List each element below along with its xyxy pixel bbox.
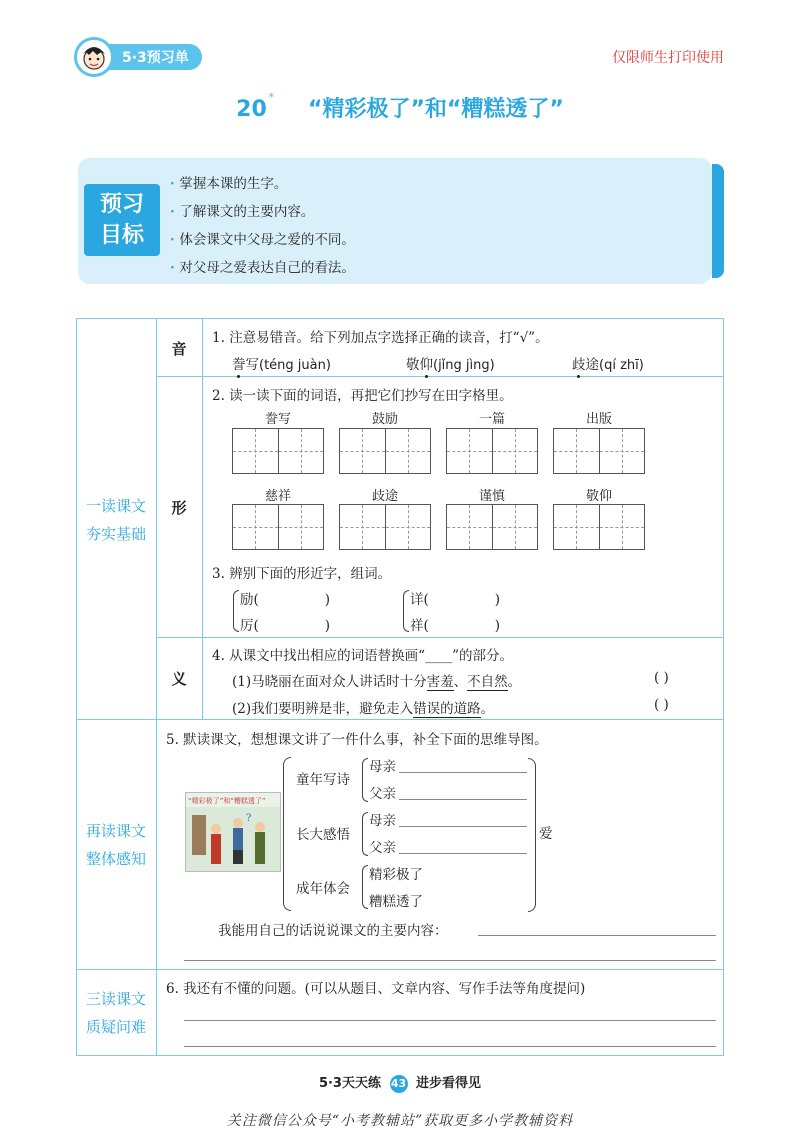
q1-prompt: 1. 注意易错音。给下列加点字选择正确的读音，打“√”。 (212, 330, 549, 346)
writing-grid[interactable] (232, 428, 324, 474)
svg-text:?: ? (246, 813, 252, 824)
mindmap-leaf: 母亲 (369, 813, 396, 829)
row-divider (156, 637, 724, 638)
q1-word-rest: 写 (245, 357, 259, 373)
q3-pair2-b[interactable]: 祥( ) (410, 618, 501, 634)
q2-word: 谨慎 (478, 489, 505, 504)
mindmap-brace-right (528, 758, 536, 912)
q2-word: 誊写 (264, 412, 291, 427)
mindmap-blank[interactable] (399, 826, 527, 827)
mindmap-branch: 长大感悟 (296, 827, 350, 843)
footer (0, 1072, 800, 1093)
q5-summary-line[interactable] (184, 960, 716, 961)
section-label-text: 整体感知 (85, 850, 146, 868)
q2-word: 歧途 (371, 489, 398, 504)
lesson-star: * (268, 92, 274, 103)
objective-item: · 了解课文的主要内容。 (170, 198, 355, 226)
q1-pinyin[interactable]: (jǐng jìng) (433, 358, 495, 373)
q1-dotted-char: 仰 (419, 357, 433, 373)
col-divider-2 (202, 318, 203, 719)
q6-answer-line[interactable] (184, 1046, 716, 1047)
q4-item-1: (1)马晓丽在面对众人讲话时十分害羞、不自然。 (232, 674, 522, 690)
objective-item: · 体会课文中父母之爱的不同。 (170, 226, 355, 254)
objectives-badge-line2: 目标 (99, 223, 144, 248)
section-label-text: 质疑问难 (85, 1018, 146, 1036)
mindmap-leaf: 糟糕透了 (369, 894, 423, 910)
writing-grid[interactable] (446, 504, 538, 550)
objectives-badge-line1: 预习 (99, 192, 144, 217)
writing-grid[interactable] (553, 428, 645, 474)
q1-dotted-char: 歧 (572, 357, 586, 373)
q1-word-rest: 敬 (406, 357, 420, 373)
brace (233, 590, 239, 632)
objective-item: · 掌握本课的生字。 (170, 170, 355, 198)
q5-summary-prompt: 我能用自己的话说说课文的主要内容： (218, 923, 448, 939)
avatar-icon (74, 37, 114, 77)
mindmap-blank[interactable] (399, 853, 527, 854)
header-badge-label: 5·3预习单 (122, 50, 189, 66)
section-label-text: 夯实基础 (85, 525, 146, 543)
lesson-title-text: “精彩极了”和“糟糕透了” (308, 97, 564, 122)
q1-word-rest: 途 (585, 357, 599, 373)
q4-answer-1[interactable]: ( ) (654, 670, 669, 686)
q1-item-1 (232, 353, 331, 373)
q3-pair1-b[interactable]: 厉( ) (240, 618, 331, 634)
objectives-list (170, 170, 355, 282)
writing-grid[interactable] (339, 504, 431, 550)
objective-item: · 对父母之爱表达自己的看法。 (170, 254, 355, 282)
row-label-sound: 音 (171, 340, 187, 358)
mindmap-result: 爱 (539, 826, 553, 842)
q3-pair1-a[interactable]: 励( ) (240, 592, 331, 608)
q1-pinyin[interactable]: (téng juàn) (259, 358, 331, 373)
q2-word: 慈祥 (264, 489, 291, 504)
writing-grid[interactable] (339, 428, 431, 474)
q1-item-2 (406, 353, 495, 373)
row-divider (76, 719, 724, 720)
footer-right: 进步看得见 (416, 1076, 482, 1091)
mindmap-brace (362, 758, 368, 802)
q5-prompt: 5. 默读课文，想想课文讲了一件什么事，补全下面的思维导图。 (166, 732, 548, 748)
footer-left: 5·3天天练 (318, 1076, 381, 1091)
q6-prompt: 6. 我还有不懂的问题。(可以从题目、文章内容、写作手法等角度提问) (166, 981, 586, 997)
bottom-note: 关注微信公众号“小考教辅站”获取更多小学教辅资料 (226, 1113, 574, 1129)
objectives-badge (84, 184, 160, 256)
q1-item-3 (572, 353, 644, 373)
q5-summary-line[interactable] (478, 935, 716, 936)
q3-pair2-a[interactable]: 详( ) (410, 592, 501, 608)
row-label-meaning: 义 (171, 670, 187, 688)
q2-word: 鼓励 (371, 412, 398, 427)
illustration-caption: “精彩极了”和“糟糕透了” (188, 797, 266, 805)
q2-word: 敬仰 (585, 489, 612, 504)
writing-grid[interactable] (446, 428, 538, 474)
q1-pinyin[interactable]: (qí zhī) (599, 358, 644, 373)
row-divider (76, 969, 724, 970)
mindmap-branch: 成年体会 (296, 881, 350, 897)
section-label-1 (76, 492, 156, 548)
mindmap-leaf: 精彩极了 (369, 867, 423, 883)
q6-answer-line[interactable] (184, 1020, 716, 1021)
lesson-number-text: 20 (236, 97, 267, 122)
q2-word: 出版 (585, 412, 612, 427)
q3-prompt: 3. 辨别下面的形近字，组词。 (212, 566, 392, 582)
section-label-2 (76, 817, 156, 873)
mindmap-brace-main (283, 757, 291, 911)
q4-prompt: 4. 从课文中找出相应的词语替换画“____”的部分。 (212, 648, 513, 664)
writing-grid[interactable] (232, 504, 324, 550)
col-divider-1 (156, 318, 157, 719)
mindmap-leaf: 母亲 (369, 759, 396, 775)
objectives-accent-bar (712, 164, 724, 278)
q4-item-2: (2)我们要明辨是非，避免走入错误的道路。 (232, 701, 495, 717)
mindmap-brace (362, 812, 368, 856)
lesson-title (0, 92, 800, 123)
writing-grid[interactable] (553, 504, 645, 550)
mindmap-blank[interactable] (399, 799, 527, 800)
mindmap-branch: 童年写诗 (296, 772, 350, 788)
print-note: 仅限师生打印使用 (612, 50, 724, 66)
section-label-3 (76, 985, 156, 1041)
q2-word: 一篇 (478, 412, 505, 427)
brace (403, 590, 409, 632)
row-label-form: 形 (171, 499, 187, 517)
q2-prompt: 2. 读一读下面的词语，再把它们抄写在田字格里。 (212, 388, 513, 404)
mindmap-leaf: 父亲 (369, 786, 396, 802)
mindmap-brace (362, 865, 368, 909)
col-divider-1b (156, 719, 157, 1056)
section-label-text: 一读课文 (85, 497, 146, 515)
section-label-text: 再读课文 (85, 822, 146, 840)
mindmap-blank[interactable] (399, 772, 527, 773)
q1-dotted-char: 誊 (232, 357, 246, 373)
lesson-number (236, 92, 274, 122)
story-illustration (185, 792, 281, 872)
q4-answer-2[interactable]: ( ) (654, 697, 669, 713)
mindmap-leaf: 父亲 (369, 840, 396, 856)
section-label-text: 三读课文 (85, 990, 146, 1008)
page-number: 43 (390, 1075, 408, 1093)
row-divider (156, 376, 724, 377)
